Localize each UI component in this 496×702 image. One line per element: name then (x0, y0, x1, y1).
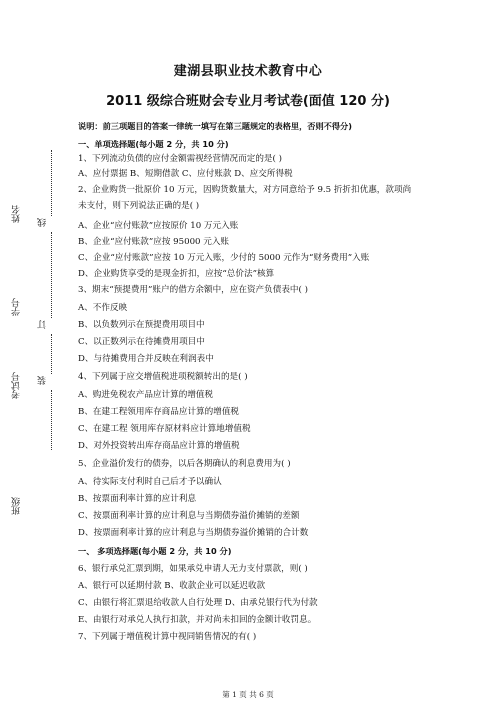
option-line: E、由银行对承兑人执行扣款，并对尚未扣回的金额计收罚息。 (78, 615, 317, 625)
question-line: 4、下列属于应交增值税进项税额转出的是( ) (78, 372, 248, 382)
instructions-text: 说明：前三项题目的答案一律统一填写在第三题规定的表格里，否则不得分) (78, 121, 352, 131)
cut-line-segment (51, 334, 52, 374)
question-line: 未支付，则下列说法正确的是( ) (78, 201, 200, 211)
exam-number-label: 考试号 (12, 372, 22, 399)
option-line: C、按票面利率计算的应计利息与当期债券溢价摊销的差额 (78, 511, 300, 521)
option-line: A、应付票据 B、短期借款 C、应付账款 D、应交所得税 (78, 169, 293, 179)
line-mark: 线 (38, 218, 48, 227)
question-line: 7、下列属于增值税计算中视同销售情况的有( ) (78, 632, 257, 642)
school-title: 建湖县职业技术教育中心 (173, 64, 323, 79)
option-line: A、银行可以延期付款 B、收款企业可以延迟收款 (78, 581, 266, 591)
option-line: D、企业购货享受的是现金折扣，应按“总价法”核算 (78, 269, 275, 279)
cut-line-segment (51, 390, 52, 450)
option-line: A、购进免税农产品应计算的增值税 (78, 390, 214, 400)
option-line: C、在建工程 领用库存原材料应计算地增值税 (78, 424, 251, 434)
question-line: 2、企业购货一批原价 10 万元，因购货数量大，对方同意给予 9.5 折折扣优惠，款项尚 (78, 185, 412, 195)
page-footer: 第 1 页 共 6 页 (222, 690, 274, 699)
cut-line-segment (51, 232, 52, 318)
seal-mark: 装 (38, 376, 48, 385)
question-line: 6、银行承兑汇票到期，如果承兑申请人无力支付票款，则( ) (78, 564, 308, 574)
option-line: D、对外投资转出库存商品应计算的增值税 (78, 441, 240, 451)
question-line: 1、下列流动负债的应付金额需视经营情况而定的是( ) (78, 154, 282, 164)
option-line: C、由银行将汇票退给收款人自行处理 D、由承兑银行代为付款 (78, 598, 318, 608)
option-line: B、企业“应付账款”应按 95000 元入账 (78, 237, 230, 247)
question-line: 5、企业溢价发行的债券，以后各期确认的利息费用为( ) (78, 459, 291, 469)
option-line: B、在建工程领用库存商品应计算的增值税 (78, 407, 240, 417)
binding-mark: 订 (38, 320, 48, 329)
exam-title: 2011 级综合班财会专业月考试卷(面值 120 分) (106, 94, 390, 109)
option-line: C、以正数列示在待摊费用项目中 (78, 337, 205, 347)
question-line: 3、期末“预提费用”账户的借方余额中，应在资产负债表中( ) (78, 285, 308, 295)
name-label: 姓名 (12, 205, 22, 223)
option-line: B、以负数列示在预提费用项目中 (78, 320, 205, 330)
section-heading-single-choice: 一、单项选择题(每小题 2 分，共 10 分) (78, 139, 229, 149)
seat-label: 学号 (12, 298, 22, 316)
option-line: D、按票面利率计算的应计利息与当期债券溢价摊销的合计数 (78, 528, 309, 538)
option-line: C、企业“应付账款”应按 10 万元入账，少付的 5000 元作为“财务费用”入账 (78, 253, 370, 263)
option-line: B、按票面利率计算的应计利息 (78, 494, 197, 504)
option-line: A、不作反映 (78, 303, 128, 313)
section-heading-multi-choice: 一、 多项选择题(每小题 2 分，共 10 分) (78, 546, 232, 556)
class-label: 班级 (12, 497, 22, 515)
option-line: A、待实际支付利时自己后才予以确认 (78, 477, 222, 487)
cut-line-segment (51, 150, 52, 216)
option-line: D、与待摊费用合并反映在利润表中 (78, 354, 214, 364)
option-line: A、企业“应付账款”应按原价 10 万元入账 (78, 221, 239, 231)
